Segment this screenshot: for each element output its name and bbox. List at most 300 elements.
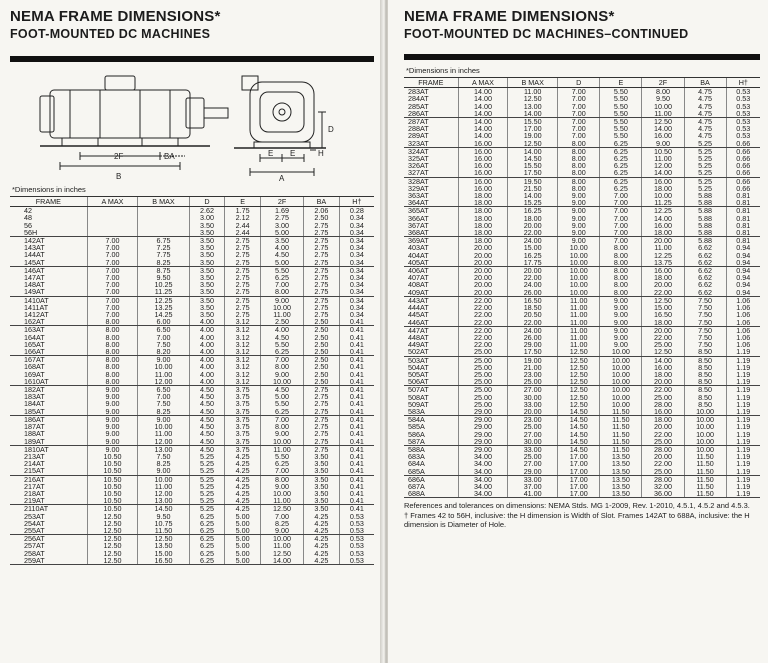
value-cell: 10.00	[642, 103, 684, 110]
table-row	[404, 490, 760, 498]
value-cell: 11.00	[260, 497, 303, 505]
value-cell: 7.50	[138, 453, 189, 460]
value-cell: 26.00	[508, 289, 558, 297]
value-cell: 7.75	[138, 251, 189, 258]
value-cell: 8.75	[138, 266, 189, 274]
value-cell: 18.00	[458, 207, 507, 215]
value-cell: 4.00	[189, 371, 225, 378]
value-cell: 2.06	[304, 207, 340, 215]
label-e2: E	[290, 149, 296, 158]
value-cell: 10.00	[600, 348, 642, 356]
value-cell: 3.50	[304, 467, 340, 475]
value-cell: 20.00	[642, 237, 684, 245]
value-cell: 14.00	[642, 125, 684, 132]
value-cell	[138, 222, 189, 229]
value-cell: 2.75	[225, 251, 261, 258]
value-cell: 2.75	[260, 214, 303, 221]
value-cell: 3.50	[189, 296, 225, 304]
value-cell: 11.00	[260, 542, 303, 549]
value-cell: 11.00	[558, 326, 600, 334]
value-cell: 0.53	[726, 110, 760, 118]
frame-diagram	[10, 68, 374, 183]
value-cell: 34.00	[458, 490, 507, 498]
value-cell: 2.75	[304, 244, 340, 251]
column-header: E	[600, 78, 642, 88]
value-cell: 28.00	[642, 445, 684, 453]
value-cell: 0.81	[726, 192, 760, 199]
value-cell: 0.41	[339, 341, 374, 348]
value-cell: 9.00	[642, 140, 684, 148]
frame-cell: 214AT	[24, 459, 45, 469]
value-cell: 1.19	[726, 378, 760, 386]
value-cell: 4.25	[225, 490, 261, 497]
value-cell: 13.25	[138, 304, 189, 311]
value-cell: 8.25	[138, 408, 189, 416]
value-cell: 9.50	[642, 95, 684, 102]
value-cell: 10.25	[138, 281, 189, 288]
value-cell: 5.88	[684, 237, 726, 245]
frame-cell: 326AT	[408, 161, 429, 171]
value-cell: 6.62	[684, 252, 726, 259]
value-cell: 3.12	[225, 371, 261, 378]
value-cell: 16.00	[458, 185, 507, 192]
value-cell: 4.25	[304, 513, 340, 520]
value-cell: 7.00	[558, 95, 600, 102]
value-cell: 17.00	[508, 125, 558, 132]
value-cell: 2.50	[304, 363, 340, 370]
value-cell: 4.25	[225, 483, 261, 490]
value-cell: 0.41	[339, 490, 374, 497]
frame-cell: 255AT	[10, 527, 87, 535]
value-cell: 6.25	[260, 274, 303, 281]
value-cell: 6.50	[138, 386, 189, 394]
frame-cell: 365AT	[408, 206, 429, 216]
frame-cell: 257AT	[24, 541, 45, 551]
value-cell: 0.81	[726, 229, 760, 237]
value-cell: 4.00	[189, 378, 225, 386]
value-cell: 25.00	[458, 386, 507, 394]
value-cell: 6.25	[189, 542, 225, 549]
value-cell: 14.50	[558, 408, 600, 416]
value-cell: 0.41	[339, 475, 374, 483]
value-cell: 7.00	[600, 215, 642, 222]
value-cell: 2.75	[304, 430, 340, 437]
value-cell: 7.00	[558, 118, 600, 126]
frame-cell: 48	[24, 213, 32, 223]
value-cell: 8.25	[138, 259, 189, 267]
value-cell: 25.00	[458, 356, 507, 364]
frame-cell: 583A	[404, 408, 458, 416]
value-cell: 8.00	[87, 326, 138, 334]
value-cell: 4.00	[189, 341, 225, 348]
value-cell: 3.00	[260, 222, 303, 229]
value-cell: 28.00	[642, 475, 684, 483]
column-header: D	[558, 78, 600, 88]
value-cell: 12.50	[558, 371, 600, 378]
frame-cell: 166AT	[10, 348, 87, 356]
value-cell: 8.25	[138, 460, 189, 467]
value-cell: 2.50	[304, 214, 340, 221]
value-cell: 0.94	[726, 289, 760, 297]
value-cell: 22.00	[458, 311, 507, 318]
value-cell: 0.66	[726, 155, 760, 162]
frame-cell: 366AT	[408, 213, 429, 223]
value-cell: 4.50	[260, 386, 303, 394]
value-cell: 3.50	[304, 483, 340, 490]
frame-cell: 167AT	[24, 355, 45, 365]
value-cell: 4.75	[684, 95, 726, 102]
value-cell: 3.12	[225, 363, 261, 370]
frame-cell: 286AT	[404, 110, 458, 118]
value-cell: 7.00	[87, 274, 138, 281]
value-cell: 29.00	[458, 445, 507, 453]
value-cell: 0.41	[339, 371, 374, 378]
value-cell: 2.75	[304, 237, 340, 245]
value-cell: 4.25	[225, 453, 261, 460]
value-cell: 2.75	[304, 438, 340, 446]
frame-cell: 259AT	[10, 557, 87, 565]
value-cell: 8.00	[600, 274, 642, 281]
value-cell: 1.06	[726, 326, 760, 334]
value-cell: 2.75	[304, 423, 340, 430]
value-cell: 2.50	[260, 318, 303, 326]
frame-cell: 256AT	[24, 534, 45, 544]
value-cell: 30.00	[508, 394, 558, 401]
value-cell: 1.19	[726, 468, 760, 476]
value-cell: 10.00	[558, 281, 600, 288]
frame-cell: 215AT	[10, 467, 87, 475]
value-cell: 5.25	[189, 460, 225, 467]
value-cell: 2.75	[225, 259, 261, 267]
value-cell: 0.53	[726, 132, 760, 139]
value-cell: 18.00	[642, 274, 684, 281]
value-cell: 15.50	[508, 162, 558, 169]
value-cell: 12.50	[87, 550, 138, 557]
value-cell: 0.81	[726, 237, 760, 245]
frame-cell: 448AT	[408, 332, 429, 342]
value-cell: 11.00	[642, 155, 684, 162]
value-cell: 15.00	[642, 304, 684, 311]
value-cell: 16.00	[458, 177, 507, 185]
value-cell: 14.25	[138, 311, 189, 318]
value-cell: 13.00	[138, 445, 189, 453]
value-cell: 12.00	[642, 162, 684, 169]
value-cell: 7.00	[138, 334, 189, 341]
frame-cell: 183AT	[24, 392, 45, 402]
value-cell: 18.00	[642, 185, 684, 192]
value-cell: 2.50	[304, 378, 340, 386]
value-cell: 18.00	[458, 192, 507, 199]
value-cell: 26.00	[508, 334, 558, 341]
frame-cell: 213AT	[24, 451, 45, 461]
value-cell: 22.00	[642, 334, 684, 341]
value-cell: 8.00	[87, 371, 138, 378]
value-cell: 32.00	[642, 483, 684, 490]
frame-cell: 584A	[408, 415, 425, 425]
value-cell: 6.25	[189, 535, 225, 543]
value-cell: 10.00	[684, 408, 726, 416]
value-cell: 4.25	[225, 505, 261, 513]
value-cell: 2.75	[225, 304, 261, 311]
value-cell: 10.00	[558, 267, 600, 275]
value-cell: 20.00	[642, 453, 684, 460]
value-cell: 7.00	[260, 281, 303, 288]
value-cell: 20.00	[458, 259, 507, 267]
value-cell: 6.62	[684, 274, 726, 281]
frame-cell: 168AT	[24, 362, 45, 372]
value-cell: 0.66	[726, 177, 760, 185]
value-cell: 12.00	[138, 438, 189, 446]
page-title: NEMA FRAME DIMENSIONS*	[404, 8, 615, 25]
value-cell: 9.00	[558, 215, 600, 222]
value-cell: 4.75	[684, 132, 726, 139]
value-cell: 11.00	[558, 334, 600, 341]
value-cell: 22.00	[458, 296, 507, 304]
column-header: FRAME	[10, 197, 87, 207]
value-cell: 0.34	[339, 244, 374, 251]
value-cell: 4.50	[189, 430, 225, 437]
value-cell: 11.00	[558, 304, 600, 311]
value-cell: 8.50	[684, 371, 726, 378]
value-cell: 33.00	[508, 475, 558, 483]
value-cell: 1.06	[726, 334, 760, 341]
value-cell: 13.50	[138, 542, 189, 549]
value-cell: 14.00	[642, 356, 684, 364]
value-cell: 2.75	[225, 281, 261, 288]
value-cell: 5.88	[684, 199, 726, 207]
value-cell: 20.00	[642, 281, 684, 288]
value-cell: 12.25	[642, 207, 684, 215]
value-cell: 4.25	[304, 557, 340, 565]
value-cell: 10.50	[87, 483, 138, 490]
value-cell: 6.25	[600, 177, 642, 185]
value-cell: 11.25	[138, 288, 189, 296]
frame-cell: 217AT	[24, 481, 45, 491]
value-cell: 10.00	[260, 535, 303, 543]
value-cell: 0.41	[339, 334, 374, 341]
value-cell: 14.50	[558, 431, 600, 438]
value-cell: 4.00	[260, 244, 303, 251]
value-cell: 7.00	[600, 207, 642, 215]
value-cell: 18.00	[642, 229, 684, 237]
value-cell: 1.19	[726, 431, 760, 438]
value-cell: 4.50	[189, 445, 225, 453]
value-cell: 11.00	[138, 483, 189, 490]
value-cell: 10.50	[87, 505, 138, 513]
value-cell: 16.00	[458, 147, 507, 155]
value-cell: 7.00	[558, 88, 600, 96]
value-cell: 20.00	[458, 274, 507, 281]
frame-cell: 587A	[404, 438, 458, 446]
value-cell: 19.00	[508, 132, 558, 139]
value-cell: 17.00	[558, 483, 600, 490]
value-cell: 4.50	[189, 400, 225, 407]
value-cell: 8.00	[87, 334, 138, 341]
value-cell: 9.00	[260, 430, 303, 437]
value-cell: 21.00	[508, 364, 558, 371]
value-cell: 10.50	[642, 147, 684, 155]
value-cell: 11.00	[508, 88, 558, 96]
value-cell: 13.50	[600, 453, 642, 460]
frame-cell: 216AT	[24, 474, 45, 484]
value-cell: 18.00	[458, 215, 507, 222]
frame-cell: 329AT	[408, 183, 429, 193]
value-cell: 20.00	[508, 222, 558, 229]
frame-cell: 683A	[408, 452, 425, 462]
value-cell: 3.75	[225, 445, 261, 453]
value-cell: 8.50	[684, 401, 726, 408]
value-cell: 0.41	[339, 430, 374, 437]
value-cell: 10.00	[260, 438, 303, 446]
value-cell: 14.50	[558, 445, 600, 453]
value-cell: 4.25	[304, 535, 340, 543]
value-cell: 10.50	[87, 460, 138, 467]
value-cell: 5.25	[189, 475, 225, 483]
value-cell: 24.00	[508, 281, 558, 288]
value-cell: 3.00	[189, 214, 225, 221]
value-cell: 9.00	[600, 326, 642, 334]
value-cell: 1.19	[726, 364, 760, 371]
value-cell: 10.00	[558, 244, 600, 251]
value-cell: 11.00	[138, 430, 189, 437]
value-cell: 5.00	[225, 527, 261, 535]
value-cell: 16.00	[642, 177, 684, 185]
value-cell: 27.00	[508, 460, 558, 467]
value-cell: 22.00	[642, 431, 684, 438]
frame-cell: 186AT	[24, 414, 45, 424]
value-cell: 9.00	[558, 192, 600, 199]
value-cell: 12.50	[87, 527, 138, 535]
value-cell: 1.75	[225, 207, 261, 215]
value-cell: 0.41	[339, 483, 374, 490]
value-cell: 25.00	[642, 438, 684, 446]
value-cell: 15.00	[508, 244, 558, 251]
value-cell: 9.00	[87, 400, 138, 407]
value-cell: 7.00	[558, 103, 600, 110]
value-cell: 0.41	[339, 445, 374, 453]
value-cell: 8.00	[87, 378, 138, 386]
value-cell: 2.75	[304, 386, 340, 394]
value-cell: 17.00	[558, 490, 600, 498]
value-cell: 7.00	[87, 296, 138, 304]
value-cell: 7.50	[138, 341, 189, 348]
value-cell: 7.50	[684, 341, 726, 348]
value-cell: 2.75	[304, 222, 340, 229]
value-cell: 0.81	[726, 207, 760, 215]
value-cell: 4.75	[684, 88, 726, 96]
value-cell: 7.00	[87, 266, 138, 274]
value-cell: 9.00	[138, 415, 189, 423]
value-cell: 12.50	[87, 542, 138, 549]
frame-cell: 509AT	[408, 399, 429, 409]
value-cell: 24.00	[508, 237, 558, 245]
value-cell: 22.00	[458, 304, 507, 311]
value-cell: 20.00	[642, 326, 684, 334]
value-cell: 16.00	[642, 132, 684, 139]
value-cell: 10.50	[87, 475, 138, 483]
value-cell: 8.00	[260, 363, 303, 370]
value-cell: 8.00	[558, 147, 600, 155]
value-cell	[138, 214, 189, 221]
value-cell: 3.75	[225, 386, 261, 394]
value-cell: 1.19	[726, 356, 760, 364]
dimensions-note: *Dimensions in inches	[406, 66, 480, 75]
value-cell: 14.50	[558, 416, 600, 424]
value-cell: 3.50	[304, 460, 340, 467]
value-cell: 1.06	[726, 341, 760, 348]
frame-cell: 144AT	[24, 250, 45, 260]
value-cell: 28.00	[642, 401, 684, 408]
value-cell: 7.00	[87, 244, 138, 251]
frame-cell: 585A	[408, 422, 425, 432]
value-cell: 10.00	[558, 259, 600, 267]
value-cell: 22.00	[508, 229, 558, 237]
value-cell: 5.00	[225, 557, 261, 565]
value-cell: 18.00	[508, 215, 558, 222]
frame-cell: 685A	[404, 468, 458, 476]
value-cell: 10.00	[600, 401, 642, 408]
frame-cell: 328AT	[408, 176, 429, 186]
value-cell: 10.00	[260, 490, 303, 497]
frame-cell: 502AT	[404, 348, 458, 356]
title-rule	[10, 56, 374, 62]
column-header: B MAX	[138, 197, 189, 207]
value-cell: 10.00	[138, 475, 189, 483]
frame-cell: 408AT	[408, 280, 429, 290]
frame-cell: 165AT	[24, 339, 45, 349]
value-cell: 0.41	[339, 467, 374, 475]
value-cell: 0.41	[339, 453, 374, 460]
frame-cell: 325AT	[408, 154, 429, 164]
value-cell: 18.00	[458, 229, 507, 237]
value-cell: 25.00	[508, 378, 558, 386]
value-cell: 9.00	[600, 304, 642, 311]
value-cell: 8.50	[684, 356, 726, 364]
frame-cell: 407AT	[408, 273, 429, 283]
value-cell: 1.06	[726, 296, 760, 304]
value-cell: 2.75	[304, 311, 340, 318]
value-cell: 8.00	[260, 423, 303, 430]
value-cell: 34.00	[458, 475, 507, 483]
value-cell: 5.50	[600, 118, 642, 126]
value-cell: 5.88	[684, 222, 726, 229]
value-cell: 2.50	[304, 371, 340, 378]
value-cell: 4.50	[189, 438, 225, 446]
value-cell: 3.50	[304, 475, 340, 483]
value-cell: 1.19	[726, 386, 760, 394]
value-cell: 34.00	[458, 468, 507, 476]
value-cell: 16.25	[508, 207, 558, 215]
value-cell: 0.94	[726, 252, 760, 259]
value-cell: 12.00	[138, 378, 189, 386]
value-cell: 1.19	[726, 408, 760, 416]
value-cell: 8.00	[642, 88, 684, 96]
frame-cell: 56H	[10, 229, 87, 237]
value-cell: 2.75	[304, 393, 340, 400]
value-cell: 7.00	[87, 251, 138, 258]
value-cell: 7.50	[684, 296, 726, 304]
value-cell: 3.75	[225, 393, 261, 400]
value-cell: 5.25	[189, 467, 225, 475]
value-cell: 4.00	[189, 348, 225, 356]
value-cell: 3.50	[189, 288, 225, 296]
value-cell: 2.50	[304, 334, 340, 341]
value-cell: 0.41	[339, 318, 374, 326]
value-cell: 2.50	[304, 348, 340, 356]
value-cell: 7.00	[600, 192, 642, 199]
value-cell	[87, 214, 138, 221]
value-cell: 0.34	[339, 237, 374, 245]
